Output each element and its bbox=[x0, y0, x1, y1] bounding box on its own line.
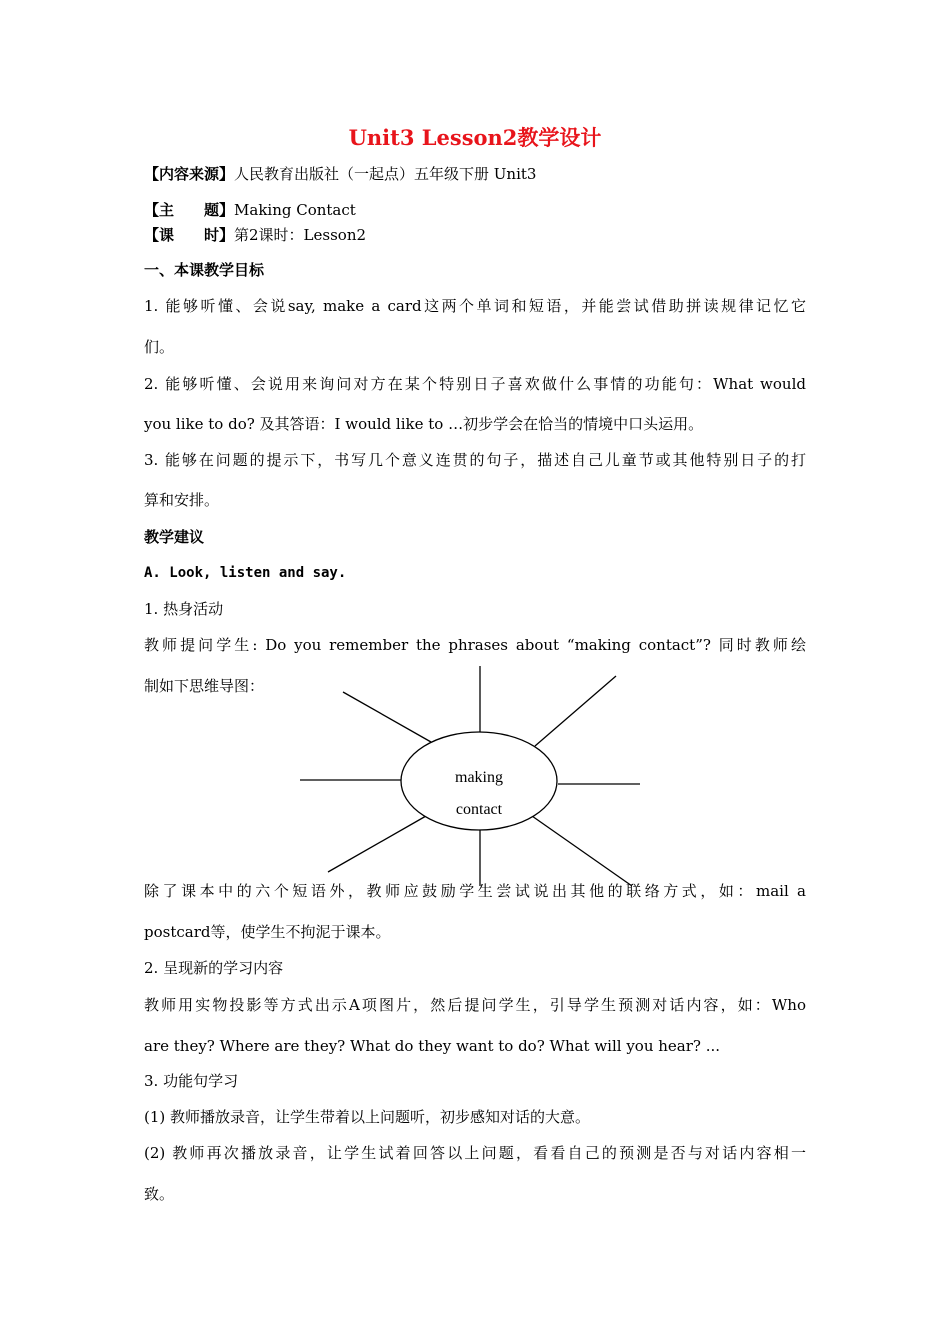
mind-map-center-label-2: contact bbox=[455, 801, 503, 818]
section2-heading: 教学建议 bbox=[144, 528, 205, 546]
meta-source-value: 人民教育出版社（一起点）五年级下册 Unit3 bbox=[234, 165, 537, 183]
after-map-line-2: postcard等，使学生不拘泥于课本。 bbox=[144, 923, 391, 941]
meta-period-label: 【课 时】 bbox=[144, 226, 235, 244]
meta-topic bbox=[144, 200, 356, 220]
after-map-line-1: 除了课本中的六个短语外，教师应鼓励学生尝试说出其他的联络方式，如：mail a bbox=[144, 882, 806, 900]
objective-1-line-1: 1. 能够听懂、会说say, make a card这两个单词和短语，并能尝试借助拼读规律记忆它 bbox=[144, 297, 806, 315]
step3-heading: 3. 功能句学习 bbox=[144, 1072, 239, 1090]
objective-2-line-1: 2. 能够听懂、会说用来询问对方在某个特别日子喜欢做什么事情的功能句：What would bbox=[144, 375, 806, 393]
meta-source-label: 【内容来源】 bbox=[144, 165, 235, 183]
mind-map-branch-lower-left bbox=[328, 816, 426, 872]
objective-1-line-2: 们。 bbox=[144, 338, 175, 356]
step2-heading: 2. 呈现新的学习内容 bbox=[144, 959, 284, 977]
step3-item-1: (1) 教师播放录音，让学生带着以上问题听，初步感知对话的大意。 bbox=[144, 1108, 591, 1126]
step1-heading: 1. 热身活动 bbox=[144, 600, 224, 618]
step2-text-line-1: 教师用实物投影等方式出示A项图片，然后提问学生，引导学生预测对话内容，如：Who bbox=[144, 996, 806, 1014]
meta-source bbox=[144, 164, 536, 184]
step3-item-2-line-1: (2) 教师再次播放录音，让学生试着回答以上问题，看看自己的预测是否与对话内容相一 bbox=[144, 1144, 806, 1162]
step3-item-2-line-2: 致。 bbox=[144, 1185, 175, 1203]
mind-map-diagram bbox=[290, 660, 650, 890]
meta-topic-value: Making Contact bbox=[234, 201, 356, 219]
step1-text-line-2: 制如下思维导图： bbox=[144, 677, 265, 695]
mind-map-branch-lower-right bbox=[532, 816, 632, 886]
step2-text-line-2: are they? Where are they? What do they want to do? What will you hear? ... bbox=[144, 1037, 721, 1055]
mind-map-center-label-1: making bbox=[455, 769, 503, 786]
objective-3-line-2: 算和安排。 bbox=[144, 491, 220, 509]
document-title: Unit3 Lesson2教学设计 bbox=[348, 125, 602, 150]
meta-period bbox=[144, 225, 366, 245]
meta-topic-label: 【主 题】 bbox=[144, 201, 235, 219]
objective-2-line-2: you like to do? 及其答语：I would like to …初步学会在恰当的情境中口头运用。 bbox=[144, 415, 704, 433]
mind-map-branch-upper-left bbox=[343, 692, 431, 742]
section1-heading: 一、本课教学目标 bbox=[144, 261, 265, 279]
part-a-heading: A. Look, listen and say. bbox=[144, 565, 347, 581]
step1-text-line-1: 教师提问学生: Do you remember the phrases about “making contact”? 同时教师绘 bbox=[144, 636, 806, 654]
mind-map-branch-upper-right bbox=[535, 676, 616, 746]
meta-period-value: 第2课时：Lesson2 bbox=[234, 226, 367, 244]
objective-3-line-1: 3. 能够在问题的提示下，书写几个意义连贯的句子，描述自己儿童节或其他特别日子的打 bbox=[144, 451, 806, 469]
